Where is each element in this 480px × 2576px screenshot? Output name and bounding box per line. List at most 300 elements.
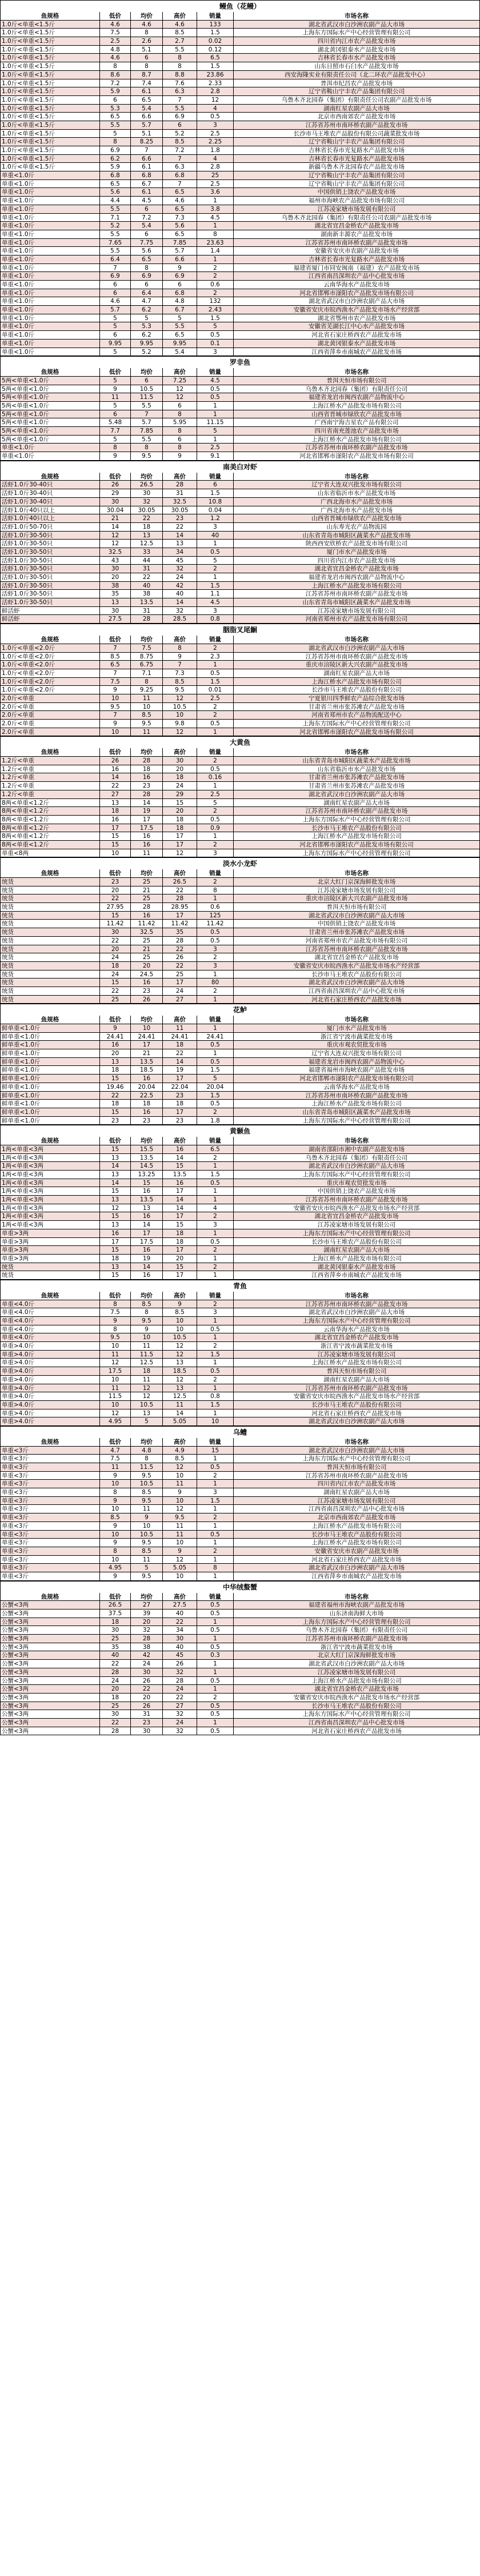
low-price-cell: 20 bbox=[99, 1685, 130, 1693]
avg-price-cell: 10.5 bbox=[130, 1480, 162, 1488]
avg-price-cell: 44 bbox=[130, 557, 162, 565]
high-price-cell: 7.25 bbox=[162, 377, 197, 385]
table-row bbox=[0, 247, 480, 255]
volume-cell: 1.1 bbox=[197, 590, 233, 598]
spec-cell: 单重<1.0斤 bbox=[0, 214, 99, 222]
market-cell: 湖南红星农副产品大市场 bbox=[233, 1376, 480, 1384]
column-header: 低价 bbox=[99, 636, 130, 644]
volume-cell: 4 bbox=[197, 155, 233, 163]
section-title: 南美白对虾 bbox=[0, 461, 480, 473]
high-price-cell: 10 bbox=[162, 1572, 197, 1580]
volume-cell: 1.4 bbox=[197, 247, 233, 255]
volume-cell: 23.63 bbox=[197, 239, 233, 247]
column-header: 市场名称 bbox=[233, 368, 480, 376]
avg-price-cell: 5.1 bbox=[130, 46, 162, 54]
avg-price-cell: 5.1 bbox=[130, 130, 162, 138]
high-price-cell: 27.5 bbox=[162, 1601, 197, 1609]
spec-cell: 2.0斤<单重 bbox=[0, 703, 99, 711]
table-row bbox=[0, 393, 480, 402]
volume-cell: 11.15 bbox=[197, 418, 233, 426]
table-row bbox=[0, 264, 480, 273]
high-price-cell: 14 bbox=[162, 1409, 197, 1417]
market-cell: 辽宁省鞍山宁丰农产品集团有限公司 bbox=[233, 171, 480, 179]
spec-cell: 公蟹<3两 bbox=[0, 1660, 99, 1668]
volume-cell: 2 bbox=[197, 1263, 233, 1271]
volume-cell: 1 bbox=[197, 1668, 233, 1676]
price-table bbox=[0, 1438, 480, 1581]
table-row bbox=[0, 886, 480, 895]
market-cell: 福州市海峡农产品批发市场有限公司 bbox=[233, 197, 480, 205]
high-price-cell: 32 bbox=[162, 565, 197, 573]
table-row bbox=[0, 945, 480, 954]
high-price-cell: 5.5 bbox=[162, 322, 197, 330]
avg-price-cell: 16 bbox=[130, 1271, 162, 1279]
low-price-cell: 7.65 bbox=[99, 239, 130, 247]
market-cell: 福建省龙岩市闽西农副产品物流中心 bbox=[233, 573, 480, 581]
column-header: 均价 bbox=[130, 1016, 162, 1024]
table-row bbox=[0, 1255, 480, 1263]
volume-cell: 3 bbox=[197, 607, 233, 615]
volume-cell: 2 bbox=[197, 1342, 233, 1350]
high-price-cell: 12.5 bbox=[162, 1392, 197, 1400]
table-row bbox=[0, 962, 480, 971]
table-row bbox=[0, 1513, 480, 1522]
volume-cell: 1 bbox=[197, 573, 233, 581]
avg-price-cell: 7.75 bbox=[130, 239, 162, 247]
market-cell: 甘肃省兰州市张苏滩农产品批发市场 bbox=[233, 703, 480, 711]
avg-price-cell: 25 bbox=[130, 953, 162, 961]
market-cell: 江西省萍乡市南城农产品批发市场 bbox=[233, 1271, 480, 1279]
avg-price-cell: 8.5 bbox=[130, 1547, 162, 1555]
volume-cell: 1 bbox=[197, 1196, 233, 1204]
price-table bbox=[0, 368, 480, 461]
high-price-cell: 35 bbox=[162, 928, 197, 936]
table-header-row bbox=[0, 1292, 480, 1300]
volume-cell: 1 bbox=[197, 410, 233, 418]
low-price-cell: 9 bbox=[99, 1572, 130, 1580]
low-price-cell: 6 bbox=[99, 289, 130, 297]
low-price-cell: 9 bbox=[99, 686, 130, 694]
table-row bbox=[0, 1643, 480, 1652]
high-price-cell: 28 bbox=[162, 894, 197, 902]
market-cell: 甘肃省兰州市张苏滩农产品批发市场 bbox=[233, 773, 480, 781]
low-price-cell: 6.5 bbox=[99, 661, 130, 669]
volume-cell: 1 bbox=[197, 1255, 233, 1263]
spec-cell: 单重>3两 bbox=[0, 1238, 99, 1246]
spec-cell: 公蟹<3两 bbox=[0, 1668, 99, 1676]
high-price-cell: 5.7 bbox=[162, 247, 197, 255]
avg-price-cell: 8 bbox=[130, 678, 162, 686]
low-price-cell: 9 bbox=[99, 1024, 130, 1032]
market-cell: 江苏省苏州市南环桥农副产品批发市场 bbox=[233, 239, 480, 247]
avg-price-cell: 6.7 bbox=[130, 180, 162, 188]
market-cell: 上海江桥水产品批发市场有限公司 bbox=[233, 1255, 480, 1263]
high-price-cell: 13 bbox=[162, 1384, 197, 1392]
avg-price-cell: 14 bbox=[130, 1221, 162, 1229]
spec-cell: 公蟹<3两 bbox=[0, 1618, 99, 1626]
avg-price-cell: 30 bbox=[130, 1727, 162, 1735]
high-price-cell: 6.5 bbox=[162, 188, 197, 196]
column-header: 均价 bbox=[130, 368, 162, 376]
low-price-cell: 27.5 bbox=[99, 615, 130, 623]
table-row bbox=[0, 1359, 480, 1367]
avg-price-cell: 9.5 bbox=[130, 452, 162, 460]
spec-cell: 活虾1.0斤30-50只 bbox=[0, 582, 99, 590]
column-header: 高价 bbox=[162, 1137, 197, 1145]
spec-cell: 单重<4.0斤 bbox=[0, 1317, 99, 1325]
volume-cell: 2 bbox=[197, 807, 233, 815]
market-cell: 北京市西南郊农产品批发市场 bbox=[233, 1513, 480, 1521]
market-cell: 山东省青岛市城阳区蔬菜水产品批发市场 bbox=[233, 757, 480, 765]
market-cell: 吉林省长春市水产品批发市场 bbox=[233, 54, 480, 62]
low-price-cell: 13 bbox=[99, 1171, 130, 1179]
table-row bbox=[0, 1162, 480, 1171]
spec-cell: 鲜活虾 bbox=[0, 607, 99, 615]
column-header: 市场名称 bbox=[233, 1137, 480, 1145]
market-cell: 江西省萍乡市南城农产品批发市场 bbox=[233, 1572, 480, 1580]
column-header: 鱼规格 bbox=[0, 473, 99, 481]
spec-cell: 公蟹<3两 bbox=[0, 1609, 99, 1618]
low-price-cell: 38 bbox=[99, 582, 130, 590]
avg-price-cell: 10.5 bbox=[130, 1531, 162, 1539]
high-price-cell: 27 bbox=[162, 1702, 197, 1710]
low-price-cell: 10 bbox=[99, 1342, 130, 1350]
spec-cell: 1.0斤<单重<2.0斤 bbox=[0, 653, 99, 661]
volume-cell: 1 bbox=[197, 1719, 233, 1727]
volume-cell: 0.5 bbox=[197, 1727, 233, 1735]
table-row bbox=[0, 996, 480, 1004]
low-price-cell: 27 bbox=[99, 790, 130, 798]
high-price-cell: 6.9 bbox=[162, 272, 197, 280]
spec-cell: 8两<单重<1.2斤 bbox=[0, 816, 99, 824]
market-cell: 辽宁省鞍山宁丰农产品集团有限公司 bbox=[233, 87, 480, 95]
market-cell: 上海江桥水产品批发市场有限公司 bbox=[233, 1359, 480, 1367]
high-price-cell: 7 bbox=[162, 96, 197, 104]
market-cell: 普洱天恒市场有限公司 bbox=[233, 1463, 480, 1471]
volume-cell: 5 bbox=[197, 322, 233, 330]
market-cell: 湖北省武汉市白沙洲农副产品大市场 bbox=[233, 790, 480, 798]
table-row bbox=[0, 54, 480, 62]
high-price-cell: 15 bbox=[162, 1162, 197, 1170]
column-header: 均价 bbox=[130, 1593, 162, 1601]
market-cell: 安徽省安庆市农副产品批发市场 bbox=[233, 1547, 480, 1555]
volume-cell: 1.2 bbox=[197, 514, 233, 522]
low-price-cell: 12 bbox=[99, 1359, 130, 1367]
avg-price-cell: 6.1 bbox=[130, 188, 162, 196]
column-header: 市场名称 bbox=[233, 1292, 480, 1300]
avg-price-cell: 17 bbox=[130, 1041, 162, 1049]
avg-price-cell: 30.05 bbox=[130, 506, 162, 514]
high-price-cell: 22 bbox=[162, 1694, 197, 1702]
spec-cell: 单重<3斤 bbox=[0, 1447, 99, 1455]
volume-cell: 2.5 bbox=[197, 180, 233, 188]
spec-cell: 单重>4.0斤 bbox=[0, 1384, 99, 1392]
table-row bbox=[0, 937, 480, 945]
high-price-cell: 10.5 bbox=[162, 703, 197, 711]
spec-cell: 公蟹<3两 bbox=[0, 1651, 99, 1659]
avg-price-cell: 6.8 bbox=[130, 171, 162, 179]
market-cell: 福建省厦门市同安闽南（福建）农产品批发市场 bbox=[233, 264, 480, 272]
high-price-cell: 6 bbox=[162, 281, 197, 289]
table-row bbox=[0, 557, 480, 565]
volume-cell: 2 bbox=[197, 987, 233, 995]
avg-price-cell: 38 bbox=[130, 590, 162, 598]
market-cell: 长沙市马王堆农产品股份有限公司 bbox=[233, 686, 480, 694]
volume-cell: 6.5 bbox=[197, 54, 233, 62]
table-row bbox=[0, 1221, 480, 1229]
spec-cell: 2.0斤<单重 bbox=[0, 694, 99, 702]
table-header-row bbox=[0, 12, 480, 21]
low-price-cell: 10 bbox=[99, 1505, 130, 1513]
market-cell: 江西省南昌深圳农产品中心批发市场 bbox=[233, 1505, 480, 1513]
table-row bbox=[0, 816, 480, 824]
volume-cell: 2.3 bbox=[197, 653, 233, 661]
volume-cell: 2.5 bbox=[197, 790, 233, 798]
column-header: 低价 bbox=[99, 368, 130, 376]
spec-cell: 公蟹<3两 bbox=[0, 1635, 99, 1643]
spec-cell: 统货 bbox=[0, 962, 99, 970]
table-row bbox=[0, 912, 480, 920]
spec-cell: 单重<4.0斤 bbox=[0, 1300, 99, 1308]
table-row bbox=[0, 920, 480, 928]
spec-cell: 1.0斤<单重<2.0斤 bbox=[0, 661, 99, 669]
table-row bbox=[0, 1058, 480, 1067]
low-price-cell: 8 bbox=[99, 1325, 130, 1333]
spec-cell: 1两<单重<3两 bbox=[0, 1187, 99, 1195]
spec-cell: 公蟹<3两 bbox=[0, 1710, 99, 1718]
market-cell: 河南省郑州市农产品批发市场有限公司 bbox=[233, 615, 480, 623]
avg-price-cell: 18 bbox=[130, 765, 162, 773]
spec-cell: 1.2斤<单重 bbox=[0, 757, 99, 765]
volume-cell: 2 bbox=[197, 1154, 233, 1162]
avg-price-cell: 12 bbox=[130, 1384, 162, 1392]
spec-cell: 1.0斤<单重<1.5斤 bbox=[0, 71, 99, 79]
volume-cell: 1 bbox=[197, 1522, 233, 1530]
market-cell: 上海东方国际水产中心经营管理有限公司 bbox=[233, 720, 480, 728]
volume-cell: 4.5 bbox=[197, 598, 233, 606]
column-header: 低价 bbox=[99, 1137, 130, 1145]
spec-cell: 统货 bbox=[0, 971, 99, 979]
low-price-cell: 30 bbox=[99, 1626, 130, 1634]
column-header: 高价 bbox=[162, 368, 197, 376]
high-price-cell: 9 bbox=[162, 452, 197, 460]
table-header-row bbox=[0, 636, 480, 644]
avg-price-cell: 6.5 bbox=[130, 255, 162, 263]
volume-cell: 2.5 bbox=[197, 444, 233, 452]
avg-price-cell: 11 bbox=[130, 849, 162, 857]
high-price-cell: 9 bbox=[162, 653, 197, 661]
volume-cell: 1 bbox=[197, 1187, 233, 1195]
spec-cell: 统货 bbox=[0, 987, 99, 995]
high-price-cell: 5.05 bbox=[162, 1417, 197, 1425]
avg-price-cell: 24 bbox=[130, 1660, 162, 1668]
high-price-cell: 26 bbox=[162, 1660, 197, 1668]
volume-cell: 6.5 bbox=[197, 1145, 233, 1153]
volume-cell: 5 bbox=[197, 427, 233, 435]
market-cell: 中国供销上饶农产品批发市场 bbox=[233, 920, 480, 928]
table-row bbox=[0, 1342, 480, 1351]
volume-cell: 0.5 bbox=[197, 1325, 233, 1333]
volume-cell: 1.5 bbox=[197, 1171, 233, 1179]
section-title: 胭脂叉尾鮰 bbox=[0, 624, 480, 636]
avg-price-cell: 24.5 bbox=[130, 971, 162, 979]
spec-cell: 2.0斤<单重 bbox=[0, 728, 99, 736]
high-price-cell: 20 bbox=[162, 1255, 197, 1263]
high-price-cell: 32 bbox=[162, 607, 197, 615]
avg-price-cell: 8 bbox=[130, 264, 162, 272]
volume-cell: 2 bbox=[197, 1694, 233, 1702]
avg-price-cell: 28 bbox=[130, 903, 162, 911]
market-cell: 甘肃省兰州市张苏滩农产品批发市场 bbox=[233, 782, 480, 790]
volume-cell: 1 bbox=[197, 1480, 233, 1488]
avg-price-cell: 18 bbox=[130, 1367, 162, 1375]
low-price-cell: 20 bbox=[99, 886, 130, 894]
market-cell: 湖南红星农副产品大市场 bbox=[233, 799, 480, 807]
low-price-cell: 15 bbox=[99, 832, 130, 840]
spec-cell: 单重<1.0斤 bbox=[0, 222, 99, 230]
spec-cell: 5两<单重<1.0斤 bbox=[0, 377, 99, 385]
spec-cell: 鲜活虾 bbox=[0, 615, 99, 623]
spec-cell: 单重<1.0斤 bbox=[0, 180, 99, 188]
table-header-row bbox=[0, 368, 480, 377]
low-price-cell: 5.48 bbox=[99, 418, 130, 426]
spec-cell: 1.0斤<单重<1.5斤 bbox=[0, 163, 99, 171]
spec-cell: 1.0斤<单重<1.5斤 bbox=[0, 46, 99, 54]
spec-cell: 8两<单重<1.2斤 bbox=[0, 807, 99, 815]
high-price-cell: 13.5 bbox=[162, 1171, 197, 1179]
volume-cell: 3 bbox=[197, 1308, 233, 1316]
high-price-cell: 27 bbox=[162, 996, 197, 1004]
market-cell: 山西省晋城市绿欣农产品批发市场 bbox=[233, 410, 480, 418]
high-price-cell: 5.5 bbox=[162, 46, 197, 54]
low-price-cell: 8 bbox=[99, 444, 130, 452]
table-row bbox=[0, 489, 480, 498]
volume-cell: 1 bbox=[197, 1229, 233, 1237]
spec-cell: 鲜单重<1.0斤 bbox=[0, 1033, 99, 1041]
table-row bbox=[0, 1609, 480, 1618]
spec-cell: 活虾1.0斤30-50只 bbox=[0, 557, 99, 565]
price-table bbox=[0, 636, 480, 736]
high-price-cell: 12 bbox=[162, 385, 197, 393]
high-price-cell: 5.5 bbox=[162, 105, 197, 113]
low-price-cell: 8 bbox=[99, 138, 130, 146]
market-cell: 福建省龙岩市闽西农副产品物流中心 bbox=[233, 1058, 480, 1066]
spec-cell: 1.0斤<单重<1.5斤 bbox=[0, 96, 99, 104]
section-title: 中华绒螯蟹 bbox=[0, 1581, 480, 1593]
low-price-cell: 14 bbox=[99, 773, 130, 781]
spec-cell: 单重<1.0斤 bbox=[0, 264, 99, 272]
column-header: 低价 bbox=[99, 869, 130, 877]
avg-price-cell: 8.25 bbox=[130, 138, 162, 146]
market-cell: 中国供销上饶农产品批发市场 bbox=[233, 1187, 480, 1195]
table-header-row bbox=[0, 473, 480, 481]
spec-cell: 活虾1.0斤30-40只 bbox=[0, 498, 99, 506]
high-price-cell: 28.95 bbox=[162, 903, 197, 911]
table-row bbox=[0, 1392, 480, 1401]
table-row bbox=[0, 436, 480, 444]
high-price-cell: 25 bbox=[162, 971, 197, 979]
avg-price-cell: 8.75 bbox=[130, 653, 162, 661]
spec-cell: 活虾1.0斤30-50只 bbox=[0, 548, 99, 556]
spec-cell: 活虾1.0斤30-50只 bbox=[0, 573, 99, 581]
column-header: 市场名称 bbox=[233, 1438, 480, 1446]
market-cell: 辽宁省鞍山宁丰农产品集团有限公司 bbox=[233, 138, 480, 146]
table-row bbox=[0, 1317, 480, 1325]
spec-cell: 单重<4.0斤 bbox=[0, 1308, 99, 1316]
spec-cell: 单重<3斤 bbox=[0, 1472, 99, 1480]
table-row bbox=[0, 1229, 480, 1238]
column-header: 均价 bbox=[130, 1137, 162, 1145]
table-row bbox=[0, 1154, 480, 1163]
volume-cell: 1 bbox=[197, 1455, 233, 1463]
high-price-cell: 28 bbox=[162, 1677, 197, 1685]
low-price-cell: 9 bbox=[99, 1317, 130, 1325]
low-price-cell: 37.5 bbox=[99, 1609, 130, 1618]
high-price-cell: 5.95 bbox=[162, 418, 197, 426]
market-cell: 四川省内江市农产品批发市场 bbox=[233, 37, 480, 45]
table-row bbox=[0, 1572, 480, 1581]
spec-cell: 鲜单重<1.0斤 bbox=[0, 1058, 99, 1066]
spec-cell: 鲜单重<1.0斤 bbox=[0, 1117, 99, 1125]
low-price-cell: 15 bbox=[99, 912, 130, 920]
volume-cell: 0.5 bbox=[197, 1702, 233, 1710]
market-cell: 普洱天恒市场有限公司 bbox=[233, 903, 480, 911]
spec-cell: 公蟹<3两 bbox=[0, 1643, 99, 1651]
column-header: 销量 bbox=[197, 473, 233, 481]
market-cell: 上海东方国际水产中心经营管理有限公司 bbox=[233, 1710, 480, 1718]
high-price-cell: 10 bbox=[162, 1539, 197, 1547]
avg-price-cell: 19 bbox=[130, 807, 162, 815]
volume-cell: 1 bbox=[197, 661, 233, 669]
avg-price-cell: 42 bbox=[130, 1651, 162, 1659]
volume-cell: 1 bbox=[197, 1556, 233, 1564]
volume-cell: 1 bbox=[197, 1333, 233, 1341]
volume-cell: 0.5 bbox=[197, 720, 233, 728]
high-price-cell: 30 bbox=[162, 1635, 197, 1643]
volume-cell: 1 bbox=[197, 1660, 233, 1668]
avg-price-cell: 16 bbox=[130, 1212, 162, 1220]
high-price-cell: 17 bbox=[162, 1108, 197, 1116]
avg-price-cell: 5.7 bbox=[130, 418, 162, 426]
high-price-cell: 28 bbox=[162, 937, 197, 945]
market-cell: 甘肃省兰州市张苏滩农产品批发市场 bbox=[233, 928, 480, 936]
table-row bbox=[0, 607, 480, 616]
high-price-cell: 22 bbox=[162, 945, 197, 953]
spec-cell: 单重<3斤 bbox=[0, 1564, 99, 1572]
spec-cell: 鲜单重<1.0斤 bbox=[0, 1024, 99, 1032]
spec-cell: 统货 bbox=[0, 912, 99, 920]
high-price-cell: 14 bbox=[162, 1154, 197, 1162]
low-price-cell: 30.04 bbox=[99, 506, 130, 514]
table-row bbox=[0, 1677, 480, 1686]
low-price-cell: 5.5 bbox=[99, 247, 130, 255]
table-row bbox=[0, 230, 480, 239]
avg-price-cell: 27 bbox=[130, 1601, 162, 1609]
column-header: 鱼规格 bbox=[0, 368, 99, 376]
high-price-cell: 18 bbox=[162, 816, 197, 824]
volume-cell: 0.5 bbox=[197, 1041, 233, 1049]
volume-cell: 133 bbox=[197, 21, 233, 29]
market-cell: 浙江省宁波市蔬菜批发市场 bbox=[233, 1033, 480, 1041]
column-header: 销量 bbox=[197, 1292, 233, 1300]
volume-cell: 12 bbox=[197, 96, 233, 104]
market-cell: 江苏省苏州市南环桥农副产品批发市场 bbox=[233, 1092, 480, 1100]
price-section bbox=[0, 1426, 480, 1581]
column-header: 销量 bbox=[197, 368, 233, 376]
table-row bbox=[0, 1547, 480, 1556]
table-row bbox=[0, 1145, 480, 1154]
high-price-cell: 8 bbox=[162, 427, 197, 435]
